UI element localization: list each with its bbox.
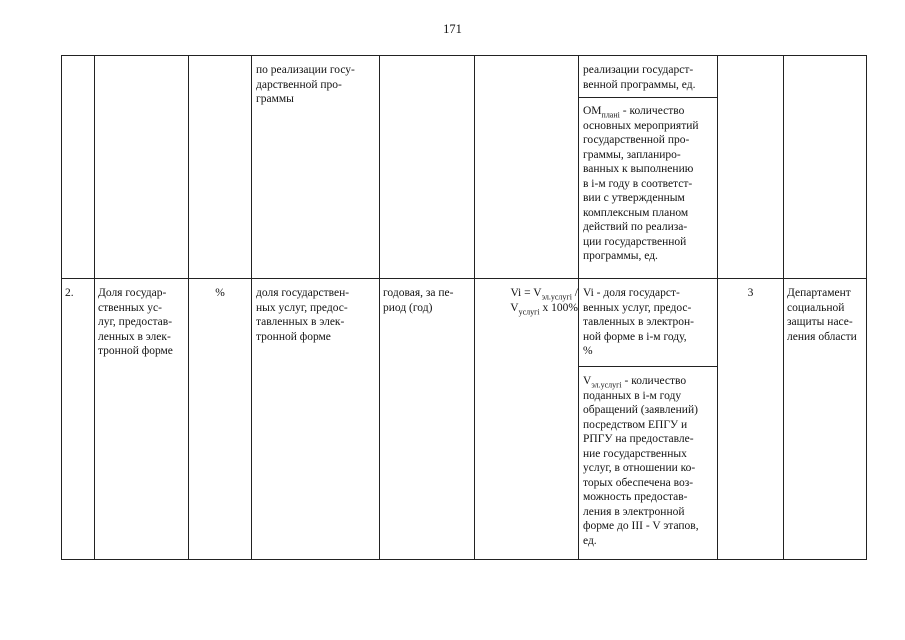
col-border-1 xyxy=(94,55,95,560)
variable-om-plan-symbol: ОМ xyxy=(583,105,602,117)
formula-v2: V xyxy=(510,301,519,314)
table-bottom-border xyxy=(61,559,867,560)
responsible-department: Департамент социальной защиты насе- ления области xyxy=(787,287,857,343)
calculation-formula xyxy=(478,286,578,315)
variable-divider-top xyxy=(578,97,717,98)
page-number: 171 xyxy=(443,22,462,36)
unit-of-measure: % xyxy=(215,287,225,299)
variable-v-el-description: - количество поданных в i-м году обращений (заявлений) посредством ЕПГУ и РПГУ на предоставле- ние государственных услуг, в отношении ко- торых обеспечена воз- можность предостав- ления в электронной форме до III - V этапов, ед. xyxy=(583,375,699,547)
formula-subscript-1: эл.услугi xyxy=(541,292,572,302)
criterion-continuation: по реализации госу- дарственной про- граммы xyxy=(256,64,355,105)
formula-subscript-2: услугi xyxy=(518,306,540,316)
periodicity: годовая, за пе- риод (год) xyxy=(383,287,454,314)
col-border-8 xyxy=(783,55,784,560)
variable-v-el-symbol: V xyxy=(583,375,592,387)
formula-vi: Vi = V xyxy=(510,287,542,299)
variable-om-plan-description: - количество основных мероприятий государственной про- граммы, запланиро- ванных к выполнению в i-м году в соответст- вии с утвержденным комплексным планом действий по реализа- ции государственной программы, ед. xyxy=(583,105,699,262)
indicator-definition: доля государствен- ных услуг, предос- тавленных в элек- тронной форме xyxy=(256,287,350,343)
variable-v-el xyxy=(583,374,717,548)
table-top-border xyxy=(61,55,867,56)
variable-om-plan-subscript: планi xyxy=(601,110,620,120)
col-border-2 xyxy=(188,55,189,560)
formula-slash: / xyxy=(571,287,578,299)
row-divider xyxy=(61,278,867,279)
col-border-7 xyxy=(717,55,718,560)
calculation-method: 3 xyxy=(747,287,754,299)
variable-om-continuation: реализации государст- венной программы, ед. xyxy=(583,64,696,91)
variable-v-el-subscript: эл.услугi xyxy=(591,380,622,390)
formula-tail: x 100% xyxy=(539,301,578,314)
col-border-3 xyxy=(251,55,252,560)
col-border-5 xyxy=(474,55,475,560)
indicator-name: Доля государ- ственных ус- луг, предостав- ленных в элек- тронной форме xyxy=(98,287,173,357)
variable-om-plan xyxy=(583,104,717,264)
row-number: 2. xyxy=(65,287,74,299)
col-border-6 xyxy=(578,55,579,560)
variable-divider-row2 xyxy=(578,366,717,367)
variable-vi: Vi - доля государст- венных услуг, предос- тавленных в электрон- ной форме в i-м году, % xyxy=(583,287,695,357)
col-border-4 xyxy=(379,55,380,560)
col-border-0 xyxy=(61,55,62,560)
